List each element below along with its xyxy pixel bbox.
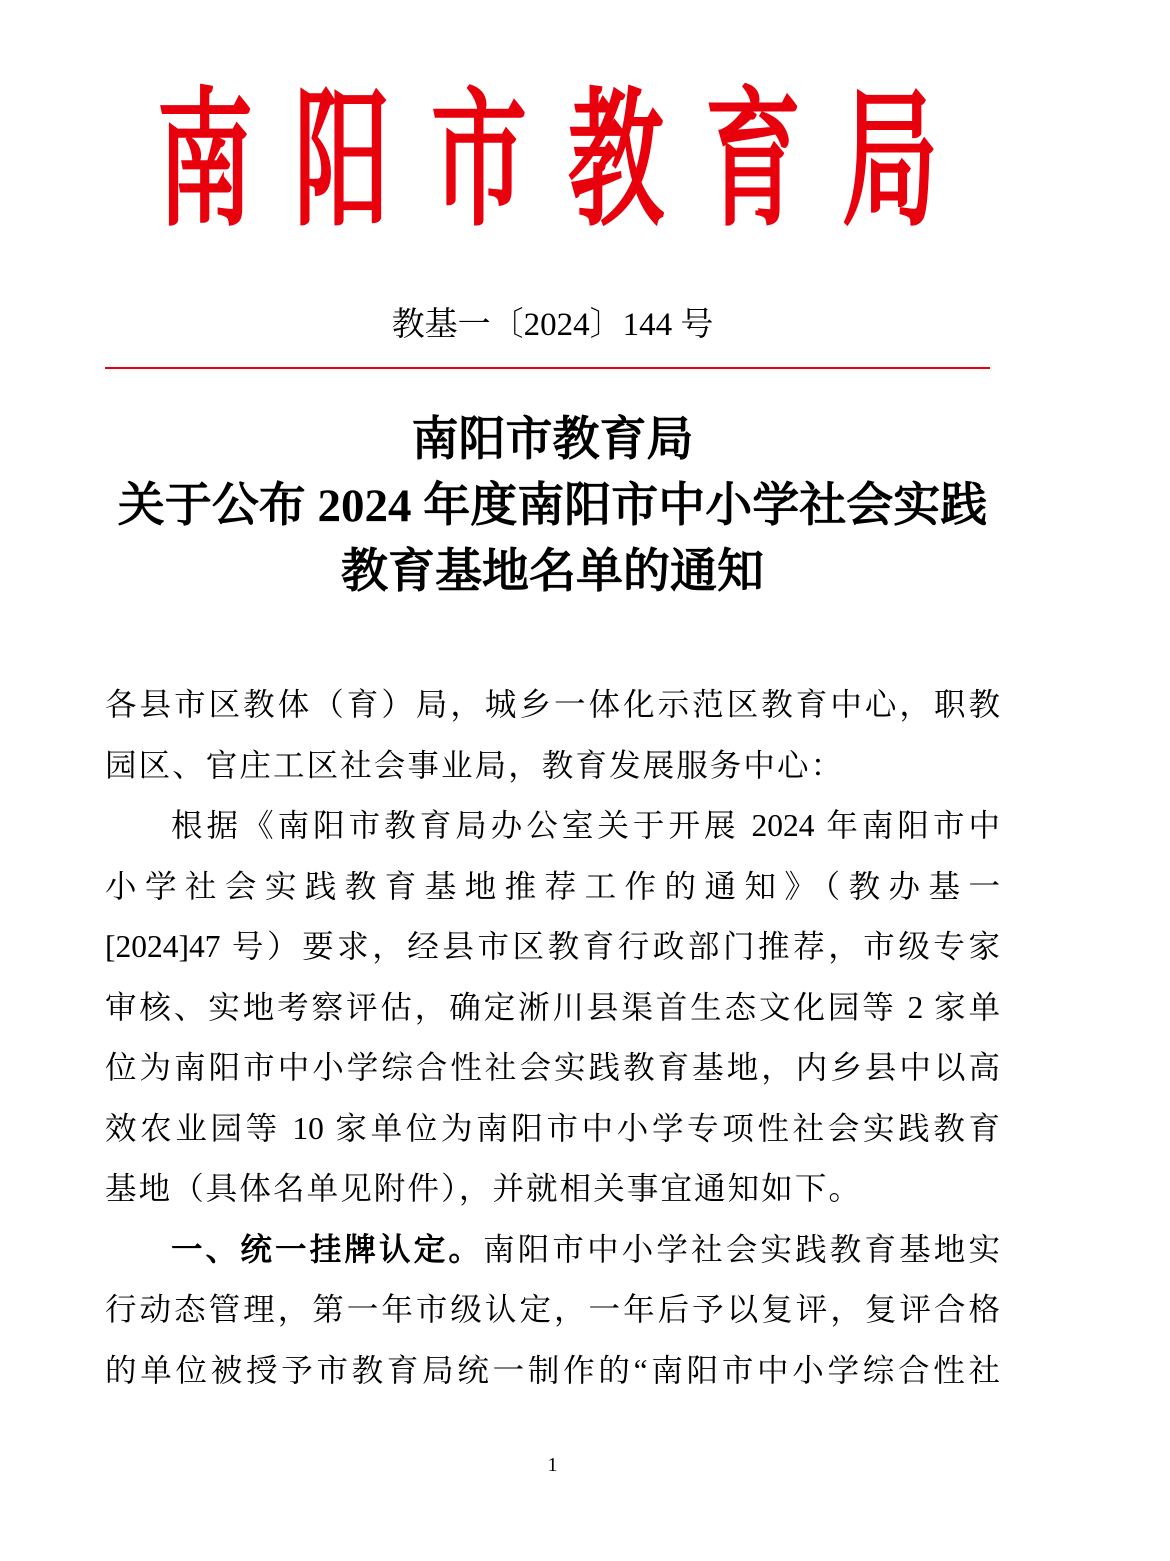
letterhead-org-name: 南阳市教育局 [157,72,979,248]
salutation-line: 园区、官庄工区社会事业局，教育发展服务中心： [105,747,845,783]
title-line-issuer: 南阳市教育局 [411,414,694,466]
paragraph-line: 基地（具体名单见附件），并就相关事宜通知如下。 [105,1171,863,1206]
title-line-notice: 教育基地名单的通知 [341,546,764,598]
paragraph-line: 效农业园等 10 家单位为南阳市中小学专项性社会实践教育 [105,1110,1000,1146]
paragraph-line: 审核、实地考察评估，确定淅川县渠首生态文化园等 2 家单 [105,989,1000,1025]
paragraph-line: 小学社会实践教育基地推荐工作的通知》（教办基一 [105,868,1000,904]
paragraph-line: 位为南阳市中小学综合性社会实践教育基地，内乡县中以高 [105,1050,1000,1085]
document-title [105,407,1000,605]
document-body [105,675,1000,1401]
section-1-first-line [105,1220,1000,1281]
section-1-line: 的单位被授予市教育局统一制作的“南阳市中小学综合性社 [105,1352,1000,1388]
salutation-line: 各县市区教体（育）局，城乡一体化示范区教育中心，职教 [105,687,1000,722]
page-number: 1 [547,1454,558,1476]
document-number: 教基一〔2024〕144 号 [391,307,714,343]
paragraph-line: [2024]47 号）要求，经县市区教育行政部门推荐，市级专家 [105,929,1000,964]
paragraph-line: 根据《南阳市教育局办公室关于开展 2024 年南阳市中 [171,808,1000,843]
section-1-line: 行动态管理，第一年市级认定，一年后予以复评，复评合格 [105,1292,1000,1327]
section-1-heading: 一、统一挂牌认定。 [171,1231,484,1268]
title-line-subject: 关于公布 2024 年度南阳市中小学社会实践 [117,480,988,532]
section-1-text: 南阳市中小学社会实践教育基地实 [483,1231,1000,1267]
red-separator-line [105,367,990,369]
